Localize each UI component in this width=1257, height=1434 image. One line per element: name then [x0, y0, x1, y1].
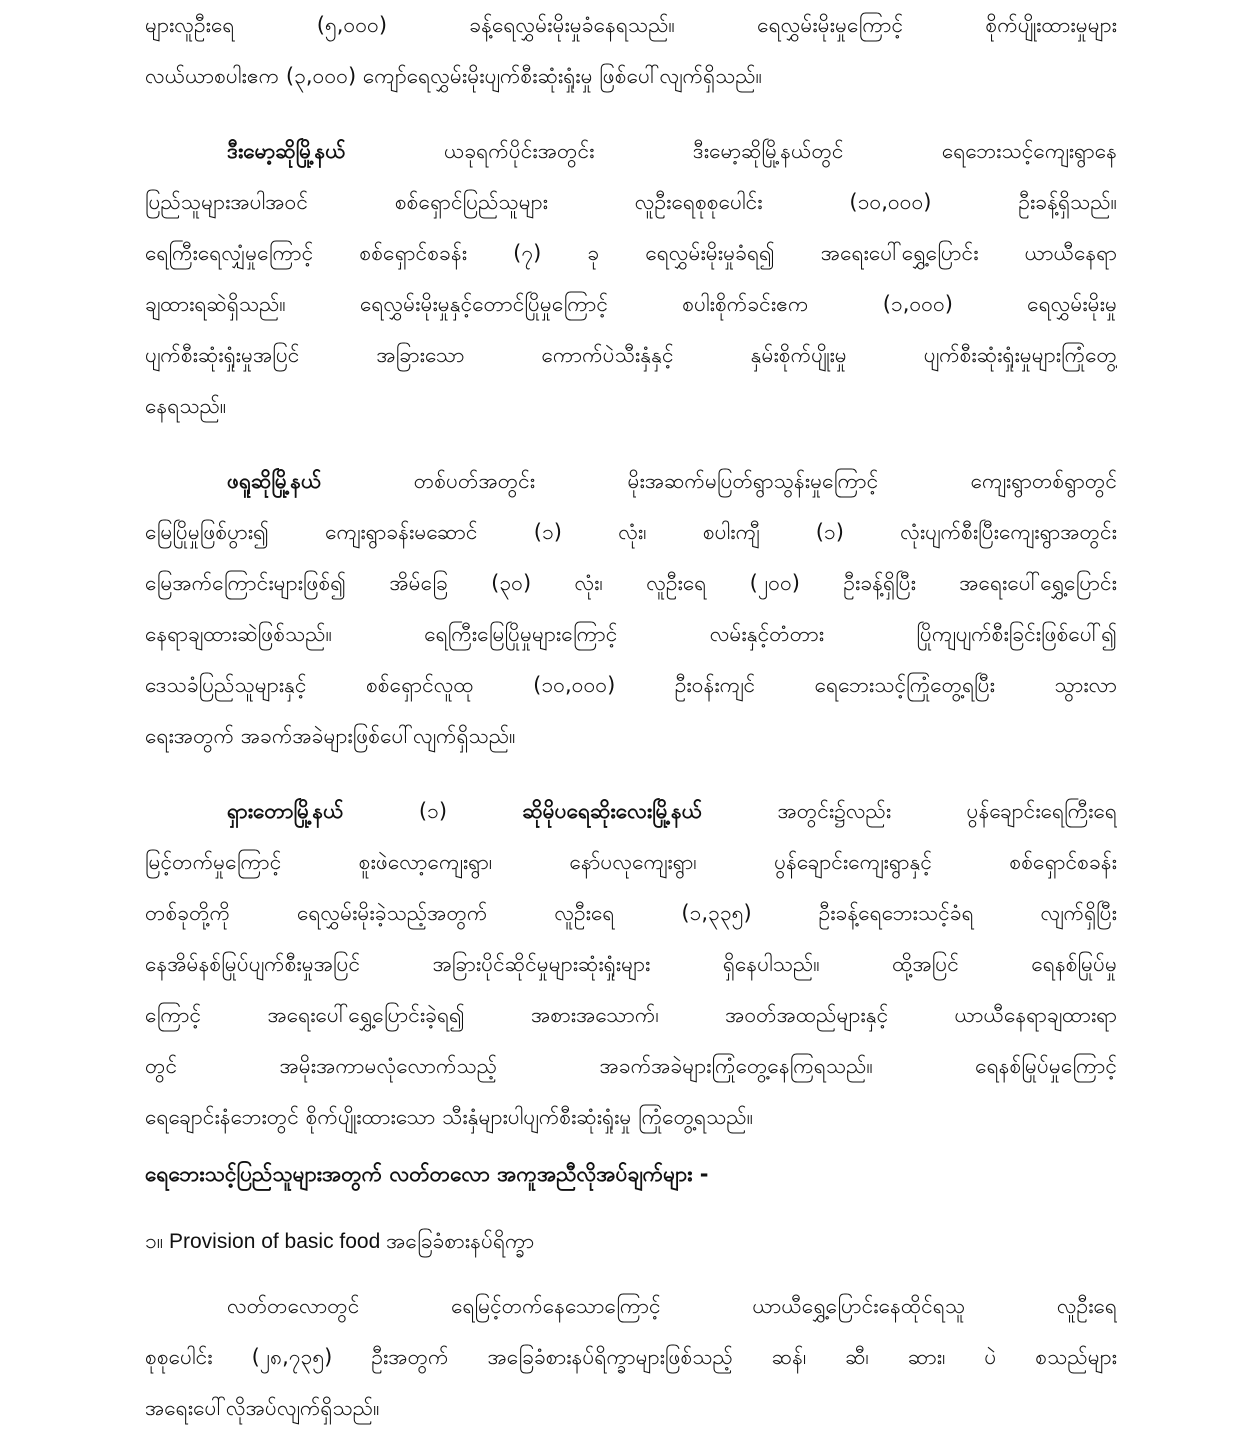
township-name: ဖရူဆိုမြို့နယ် — [227, 469, 322, 493]
text-line — [145, 126, 1117, 177]
text-line: တစ်ခုတို့ကို ရေလွှမ်းမိုးခဲ့သည့်အတွက် လူဦးရေ (၁,၃၃၅) ဦးခန့်ရေဘေးသင့်ခံရ လျက်ရှိပြီး — [145, 901, 1117, 925]
paragraph-pruso — [145, 456, 1117, 762]
text-line: နေရသည်။ — [145, 394, 227, 418]
text-line: မြင့်တက်မှုကြောင့် စူးဖဲလော့ကျေးရွာ၊ နော်ပလုကျေးရွာ၊ ပွန်ချောင်းကျေးရွာနှင့် စစ်ရှောင်စခန်း — [145, 850, 1117, 874]
text-line: အရေးပေါ်လိုအပ်လျက်ရှိသည်။ — [145, 1396, 380, 1420]
text-line: တွင် အမိုးအကာမလုံလောက်သည့် အခက်အခဲများကြုံတွေ့နေကြရသည်။ ရေနစ်မြုပ်မှုကြောင့် — [145, 1054, 1117, 1078]
township-name: ရှားတောမြို့နယ် — [227, 799, 344, 823]
text-line: နေအိမ်နစ်မြုပ်ပျက်စီးမှုအပြင် အခြားပိုင်ဆိုင်မှုများဆုံးရှုံးများ ရှိနေပါသည်။ ထို့အပြင် ရေနစ်မြုပ်မှု — [145, 952, 1117, 976]
text-line: ရေချောင်းနံဘေးတွင် စိုက်ပျိုးထားသော သီးနှံများပါပျက်စီးဆုံးရှုံးမှု ကြုံတွေ့ရသည်။ — [145, 1105, 754, 1129]
text-line: မြေအက်ကြောင်းများဖြစ်၍ အိမ်ခြေ (၃၀) လုံး၊ လူဦးရေ (၂၀၀) ဦးခန့်ရှိပြီး အရေးပေါ်ရွှေ့ပြောင်း — [145, 571, 1117, 595]
text-line — [145, 456, 1117, 507]
text-span: ယခုရက်ပိုင်းအတွင်း ဒီးမော့ဆိုမြို့နယ်တွင် ရေဘေးသင့်ကျေးရွာနေ — [345, 139, 1117, 163]
section-heading: ရေဘေးသင့်ပြည်သူများအတွက် လတ်တလော အကူအညီလိုအပ်ချက်များ - — [145, 1162, 709, 1186]
text-line: လတ်တလောတွင် ရေမြင့်တက်နေသောကြောင့် ယာယီရွှေ့ပြောင်းနေထိုင်ရသူ လူဦးရေ — [227, 1294, 1117, 1318]
township-name: ဆိုမိုပရေဆိုးလေးမြို့နယ် — [522, 799, 703, 823]
list-item-heading: ၁။ Provision of basic food အခြေခံစားနပ်ရိက္ခာ — [145, 1230, 535, 1253]
text-line: ပျက်စီးဆုံးရှုံးမှုအပြင် အခြားသော ကောက်ပဲသီးနှံနှင့် နှမ်းစိုက်ပျိုးမှု ပျက်စီးဆုံးရှုံးမှုများကြုံတွေ့ — [145, 343, 1117, 367]
text-line: ဒေသခံပြည်သူများနှင့် စစ်ရှောင်လူထု (၁၀,၀၀၀) ဦးဝန်းကျင် ရေဘေးသင့်ကြုံတွေ့ရပြီး သွားလာ — [145, 673, 1117, 697]
paragraph-demawso — [145, 126, 1117, 432]
paragraph-continuation — [145, 0, 1117, 102]
text-line: မြေပြိုမှုဖြစ်ပွား၍ ကျေးရွာခန်းမဆောင် (၁) လုံး၊ စပါးကျီ (၁) လုံးပျက်စီးပြီးကျေးရွာအတွင်း — [145, 520, 1117, 544]
text-line — [145, 786, 1117, 837]
text-span: အတွင်း၌လည်း ပွန်ချောင်းရေကြီးရေ — [702, 799, 1117, 823]
text-line: ရေးအတွက် အခက်အခဲများဖြစ်ပေါ်လျက်ရှိသည်။ — [145, 724, 516, 748]
paragraph-shadaw — [145, 786, 1117, 1143]
text-line: နေရာချထားဆဲဖြစ်သည်။ ရေကြီးမြေပြိုမှုများကြောင့် လမ်းနှင့်တံတား ပြိုကျပျက်စီးခြင်းဖြစ်ပေါ်၍ — [145, 622, 1117, 646]
township-name: ဒီးမော့ဆိုမြို့နယ် — [227, 139, 346, 163]
text-line: စုစုပေါင်း (၂၈,၇၃၅) ဦးအတွက် အခြေခံစားနပ်ရိက္ခာများဖြစ်သည့် ဆန်၊ ဆီ၊ ဆား၊ ပဲ စသည်များ — [145, 1345, 1117, 1369]
text-line: လယ်ယာစပါးဧက (၃,၀၀၀) ကျော်ရေလွှမ်းမိုးပျက်စီးဆုံးရှုံးမှု ဖြစ်ပေါ်လျက်ရှိသည်။ — [145, 64, 763, 88]
text-span: တစ်ပတ်အတွင်း မိုးအဆက်မပြတ်ရွာသွန်းမှုကြောင့် ကျေးရွာတစ်ရွာတွင် — [321, 469, 1117, 493]
text-line: ပြည်သူများအပါအဝင် စစ်ရှောင်ပြည်သူများ လူဦးရေစုစုပေါင်း (၁၀,၀၀၀) ဦးခန့်ရှိသည်။ — [145, 190, 1117, 214]
text-line: ကြောင့် အရေးပေါ်ရွှေ့ပြောင်းခဲ့ရ၍ အစားအသောက်၊ အဝတ်အထည်များနှင့် ယာယီနေရာချထားရာ — [145, 1003, 1117, 1027]
text-line: ချထားရဆဲရှိသည်။ ရေလွှမ်းမိုးမှုနှင့်တောင်ပြိုမှုကြောင့် စပါးစိုက်ခင်းဧက (၁,၀၀၀) ရေလွှမ်းမိုးမှု — [145, 292, 1117, 316]
text-span: (၁) — [343, 799, 523, 823]
paragraph-food-needs — [145, 1281, 1117, 1434]
text-line: ရေကြီးရေလျှံမှုကြောင့် စစ်ရှောင်စခန်း (၇) ခု ရေလွှမ်းမိုးမှုခံရ၍ အရေးပေါ်ရွှေ့ပြောင်း ယာယီနေရာ — [145, 241, 1117, 265]
text-line: များလူဦးရေ (၅,၀၀၀) ခန့်ရေလွှမ်းမိုးမှုခံနေရသည်။ ရေလွှမ်းမိုးမှုကြောင့် စိုက်ပျိုးထားမှုများ — [145, 13, 1117, 37]
